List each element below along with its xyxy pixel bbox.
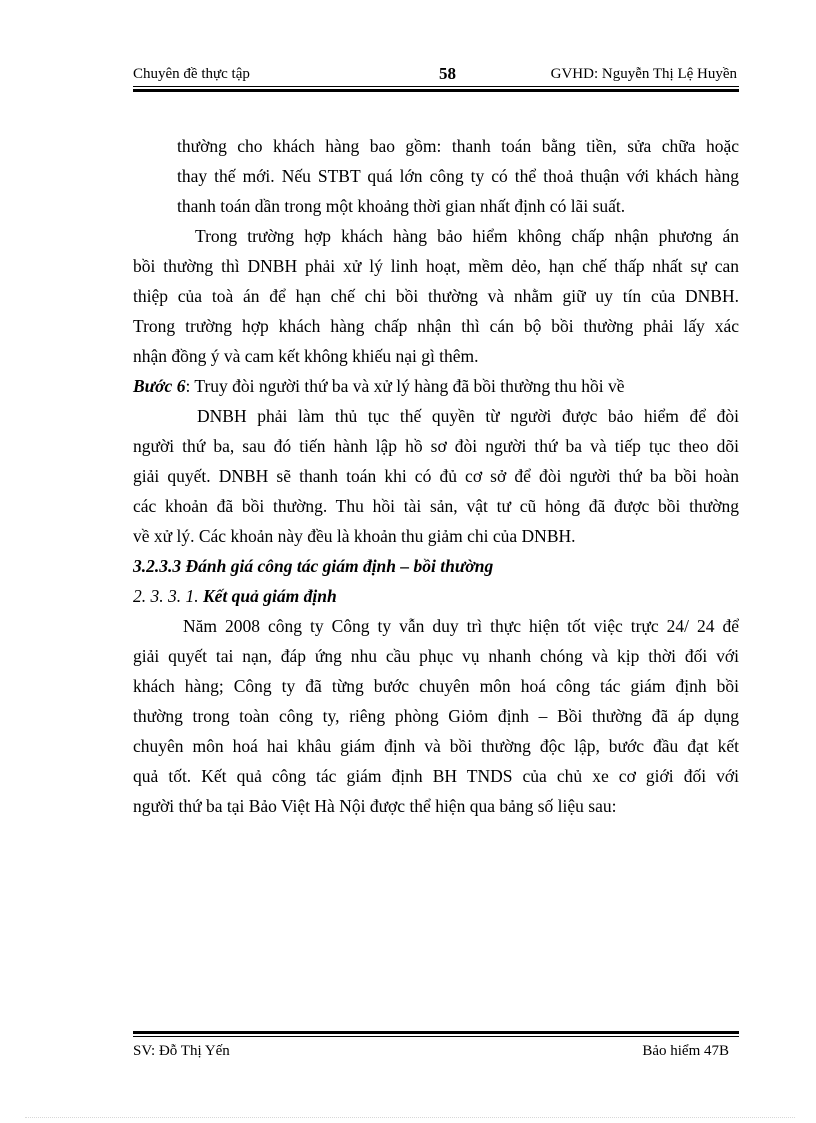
- text-line: DNBH phải làm thủ tục thế quyền từ người được bảo hiểm để đòi: [197, 406, 739, 426]
- text-line: giải quyết tai nạn, đáp ứng nhu cầu phục vụ nhanh chóng và kịp thời đối với: [133, 646, 739, 666]
- subsection-heading: [133, 581, 739, 611]
- subsection-number: 2. 3. 3. 1.: [133, 586, 203, 606]
- step-6-heading: [133, 371, 739, 401]
- document-body: [133, 131, 739, 821]
- text-line: bồi thường thì DNBH phải xử lý linh hoạt, mềm dẻo, hạn chế thấp nhất sự can: [133, 256, 739, 276]
- page-header: [133, 64, 737, 86]
- footer-rule-thin: [133, 1036, 739, 1037]
- paragraph-subrogation: [133, 401, 739, 551]
- text-line: người thứ ba, sau đó tiến hành lập hồ sơ đòi người thứ ba và tiếp tục theo dõi: [133, 436, 739, 456]
- text-line: thường cho khách hàng bao gồm: thanh toán bằng tiền, sửa chữa hoặc: [177, 136, 739, 156]
- footer-rule-thick: [133, 1031, 739, 1034]
- text-line: về xử lý. Các khoản này đều là khoản thu giảm chi của DNBH.: [133, 526, 576, 546]
- text-line: thay thế mới. Nếu STBT quá lớn công ty có thể thoả thuận với khách hàng: [177, 166, 739, 186]
- text-line: Trong trường hợp khách hàng chấp nhận thì cán bộ bồi thường phải lấy xác: [133, 316, 739, 336]
- header-supervisor: GVHD: Nguyễn Thị Lệ Huyền: [550, 66, 737, 82]
- text-line: người thứ ba tại Bảo Việt Hà Nội được thể hiện qua bảng số liệu sau:: [133, 796, 617, 816]
- text-line: các khoản đã bồi thường. Thu hồi tài sản, vật tư cũ hỏng đã được bồi thường: [133, 496, 739, 516]
- text-line: khách hàng; Công ty đã từng bước chuyên môn hoá công tác giám định bồi: [133, 676, 739, 696]
- paragraph-assessment-results: [133, 611, 739, 821]
- step-6-label: Bước 6: [133, 376, 186, 396]
- header-rule-thick: [133, 89, 739, 92]
- text-line: thường trong toàn công ty, riêng phòng Giỏm định – Bồi thường đã áp dụng: [133, 706, 739, 726]
- step-6-text: : Truy đòi người thứ ba và xử lý hàng đã bồi thường thu hồi về: [185, 376, 625, 396]
- section-heading: 3.2.3.3 Đánh giá công tác giám định – bồi thường: [133, 556, 494, 576]
- text-line: Năm 2008 công ty Công ty vẫn duy trì thực hiện tốt việc trực 24/ 24 để: [183, 616, 739, 636]
- text-line: nhận đồng ý và cam kết không khiếu nại gì thêm.: [133, 346, 479, 366]
- footer-class: Bảo hiểm 47B: [642, 1043, 729, 1059]
- text-line: Trong trường hợp khách hàng bảo hiểm không chấp nhận phương án: [195, 226, 739, 246]
- text-line: giải quyết. DNBH sẽ thanh toán khi có đủ cơ sở để đòi người thứ ba bồi hoàn: [133, 466, 739, 486]
- text-line: thanh toán dần trong một khoảng thời gian nhất định có lãi suất.: [177, 196, 626, 216]
- subsection-title: Kết quả giám định: [203, 586, 337, 606]
- text-line: chuyên môn hoá hai khâu giám định và bồi thường độc lập, bước đầu đạt kết: [133, 736, 739, 756]
- page-number: 58: [439, 64, 456, 83]
- text-line: thiệp của toà án để hạn chế chi bồi thường và nhằm giữ uy tín của DNBH.: [133, 286, 739, 306]
- text-line: quả tốt. Kết quả công tác giám định BH TNDS của chủ xe cơ giới đối với: [133, 766, 739, 786]
- paragraph-rejection-handling: [133, 221, 739, 371]
- header-course-title: Chuyên đề thực tập: [133, 66, 250, 82]
- page-bottom-dotted-edge: [25, 1117, 795, 1118]
- paragraph-compensation-methods: [133, 131, 739, 221]
- footer-student: SV: Đỗ Thị Yến: [133, 1043, 230, 1059]
- header-rule-thin: [133, 86, 739, 87]
